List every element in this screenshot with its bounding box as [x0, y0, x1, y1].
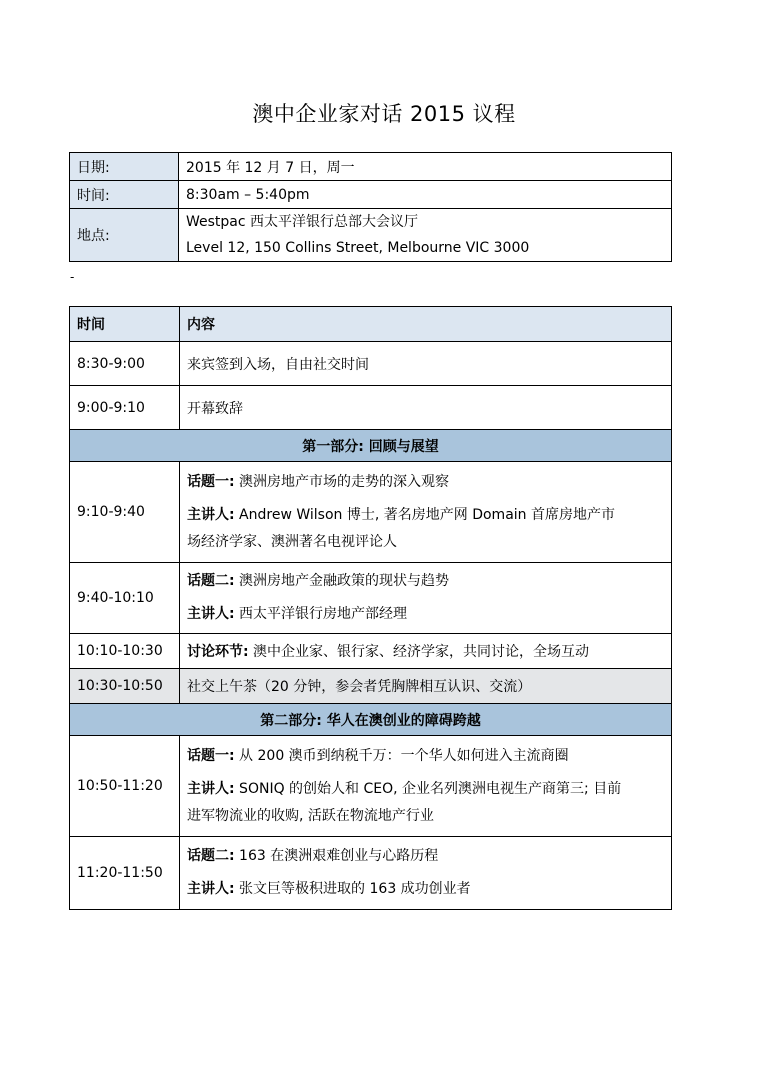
speaker-line	[187, 776, 664, 803]
place-label: 地点:	[70, 209, 179, 262]
speaker-label: 主讲人:	[187, 881, 235, 897]
section-title: 第二部分: 华人在澳创业的障碍跨越	[70, 704, 672, 736]
speaker-line	[187, 876, 664, 903]
topic-text: 从 200 澳币到纳税千万：一个华人如何进入主流商圈	[234, 747, 569, 764]
event-info-table	[69, 152, 672, 262]
header-time: 时间	[70, 307, 180, 342]
topic-label: 话题二:	[187, 573, 235, 589]
topic-text: 163 在澳洲艰难创业与心路历程	[234, 848, 439, 864]
speaker-text: 张文巨等极积进取的 163 成功创业者	[234, 881, 471, 897]
row-content	[180, 837, 672, 910]
time-label: 时间:	[70, 181, 179, 209]
topic-label: 话题二:	[187, 848, 235, 864]
topic-line	[187, 469, 664, 496]
speaker-line-cont: 场经济学家、澳洲著名电视评论人	[187, 533, 397, 550]
row-time: 9:10-9:40	[70, 462, 180, 563]
row-time: 11:20-11:50	[70, 837, 180, 910]
topic-line	[187, 843, 664, 870]
place-row	[70, 209, 672, 262]
table-row	[70, 837, 672, 910]
topic-line	[187, 743, 664, 770]
speaker-line	[187, 502, 664, 529]
row-time: 8:30-9:00	[70, 342, 180, 386]
speaker-line	[187, 601, 664, 628]
date-value: 2015 年 12 月 7 日，周一	[179, 153, 672, 181]
agenda-table	[69, 306, 672, 910]
topic-text: 澳洲房地产市场的走势的深入观察	[234, 473, 450, 490]
row-content	[180, 462, 672, 563]
row-content	[180, 736, 672, 837]
row-content: 开幕致辞	[180, 386, 672, 430]
speaker-text: SONIQ 的创始人和 CEO, 企业名列澳洲电视生产商第三; 目前	[234, 780, 622, 797]
section-row	[70, 430, 672, 462]
place-line-1: Westpac 西太平洋银行总部大会议厅	[186, 214, 419, 230]
separator-mark: -	[70, 270, 75, 284]
section-title: 第一部分: 回顾与展望	[70, 430, 672, 462]
row-time: 9:00-9:10	[70, 386, 180, 430]
row-time: 10:30-10:50	[70, 669, 180, 704]
topic-label: 话题一:	[187, 747, 235, 764]
row-content	[180, 563, 672, 634]
section-row	[70, 704, 672, 736]
agenda-header-row	[70, 307, 672, 342]
date-label: 日期:	[70, 153, 179, 181]
table-row	[70, 462, 672, 563]
row-time: 10:10-10:30	[70, 634, 180, 669]
table-row	[70, 736, 672, 837]
row-content: 社交上午茶（20 分钟，参会者凭胸牌相互认识、交流）	[180, 669, 672, 704]
time-row	[70, 181, 672, 209]
table-row	[70, 669, 672, 704]
topic-text: 澳洲房地产金融政策的现状与趋势	[234, 573, 450, 589]
place-value	[179, 209, 672, 262]
speaker-label: 主讲人:	[187, 780, 235, 797]
row-time: 9:40-10:10	[70, 563, 180, 634]
time-value: 8:30am – 5:40pm	[179, 181, 672, 209]
table-row	[70, 563, 672, 634]
header-content: 内容	[180, 307, 672, 342]
table-row	[70, 342, 672, 386]
topic-line	[187, 568, 664, 595]
speaker-text: 西太平洋银行房地产部经理	[234, 606, 408, 622]
discussion-label: 讨论环节:	[187, 644, 249, 660]
row-content	[180, 634, 672, 669]
row-content: 来宾签到入场，自由社交时间	[180, 342, 672, 386]
topic-label: 话题一:	[187, 473, 235, 490]
speaker-line-cont: 进军物流业的收购, 活跃在物流地产行业	[187, 807, 434, 824]
speaker-label: 主讲人:	[187, 606, 235, 622]
date-row	[70, 153, 672, 181]
discussion-text: 澳中企业家、银行家、经济学家，共同讨论，全场互动	[248, 644, 590, 660]
speaker-text: Andrew Wilson 博士, 著名房地产网 Domain 首席房地产市	[234, 506, 615, 523]
page-title: 澳中企业家对话 2015 议程	[252, 102, 516, 126]
table-row	[70, 634, 672, 669]
speaker-label: 主讲人:	[187, 506, 235, 523]
row-time: 10:50-11:20	[70, 736, 180, 837]
table-row	[70, 386, 672, 430]
place-line-2: Level 12, 150 Collins Street, Melbourne VIC 3000	[186, 240, 530, 256]
